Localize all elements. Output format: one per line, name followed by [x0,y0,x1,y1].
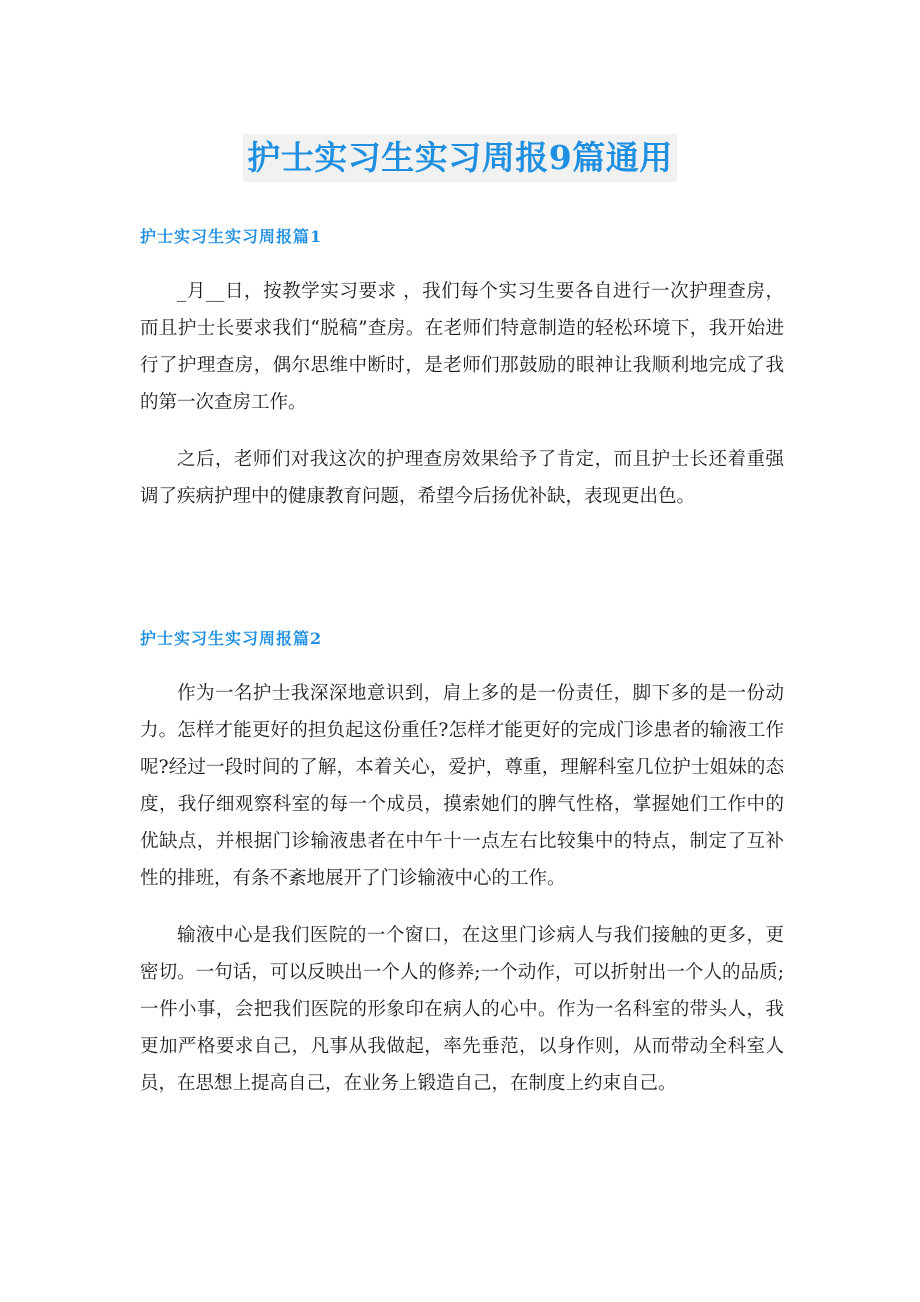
section-2 [140,628,784,1102]
section-heading: 护士实习生实习周报篇1 [140,227,323,246]
section-1 [140,226,784,515]
document-title-text: 护士实习生实习周报9篇通用 [243,134,676,182]
section-heading: 护士实习生实习周报篇2 [140,629,323,648]
paragraph: _月__日，按教学实习要求 ，我们每个实习生要各自进行一次护理查房，而且护士长要求我们“脱稿”查房。在老师们特意制造的轻松环境下，我开始进行了护理查房，偶尔思维中断时，是老师们那鼓励的眼神让我顺利地完成了我的第一次查房工作。 [140,281,784,413]
paragraph: 输液中心是我们医院的一个窗口，在这里门诊病人与我们接触的更多，更密切。一句话，可以反映出一个人的修养;一个动作，可以折射出一个人的品质;一件小事，会把我们医院的形象印在病人的心中。作为一名科室的带头人，我更加严格要求自己，凡事从我做起，率先垂范，以身作则，从而带动全科室人员，在思想上提高自己，在业务上锻造自己，在制度上约束自己。 [140,925,784,1094]
paragraph: 之后，老师们对我这次的护理查房效果给予了肯定，而且护士长还着重强调了疾病护理中的健康教育问题，希望今后扬优补缺，表现更出色。 [140,449,784,507]
paragraph: 作为一名护士我深深地意识到，肩上多的是一份责任，脚下多的是一份动力。怎样才能更好的担负起这份重任?怎样才能更好的完成门诊患者的输液工作呢?经过一段时间的了解，本着关心，爱护，尊重，理解科室几位护士姐妹的态度，我仔细观察科室的每一个成员，摸索她们的脾气性格，掌握她们工作中的优缺点，并根据门诊输液患者在中午十一点左右比较集中的特点，制定了互补性的排班，有条不紊地展开了门诊输液中心的工作。 [140,683,784,889]
document-title [0,134,920,182]
